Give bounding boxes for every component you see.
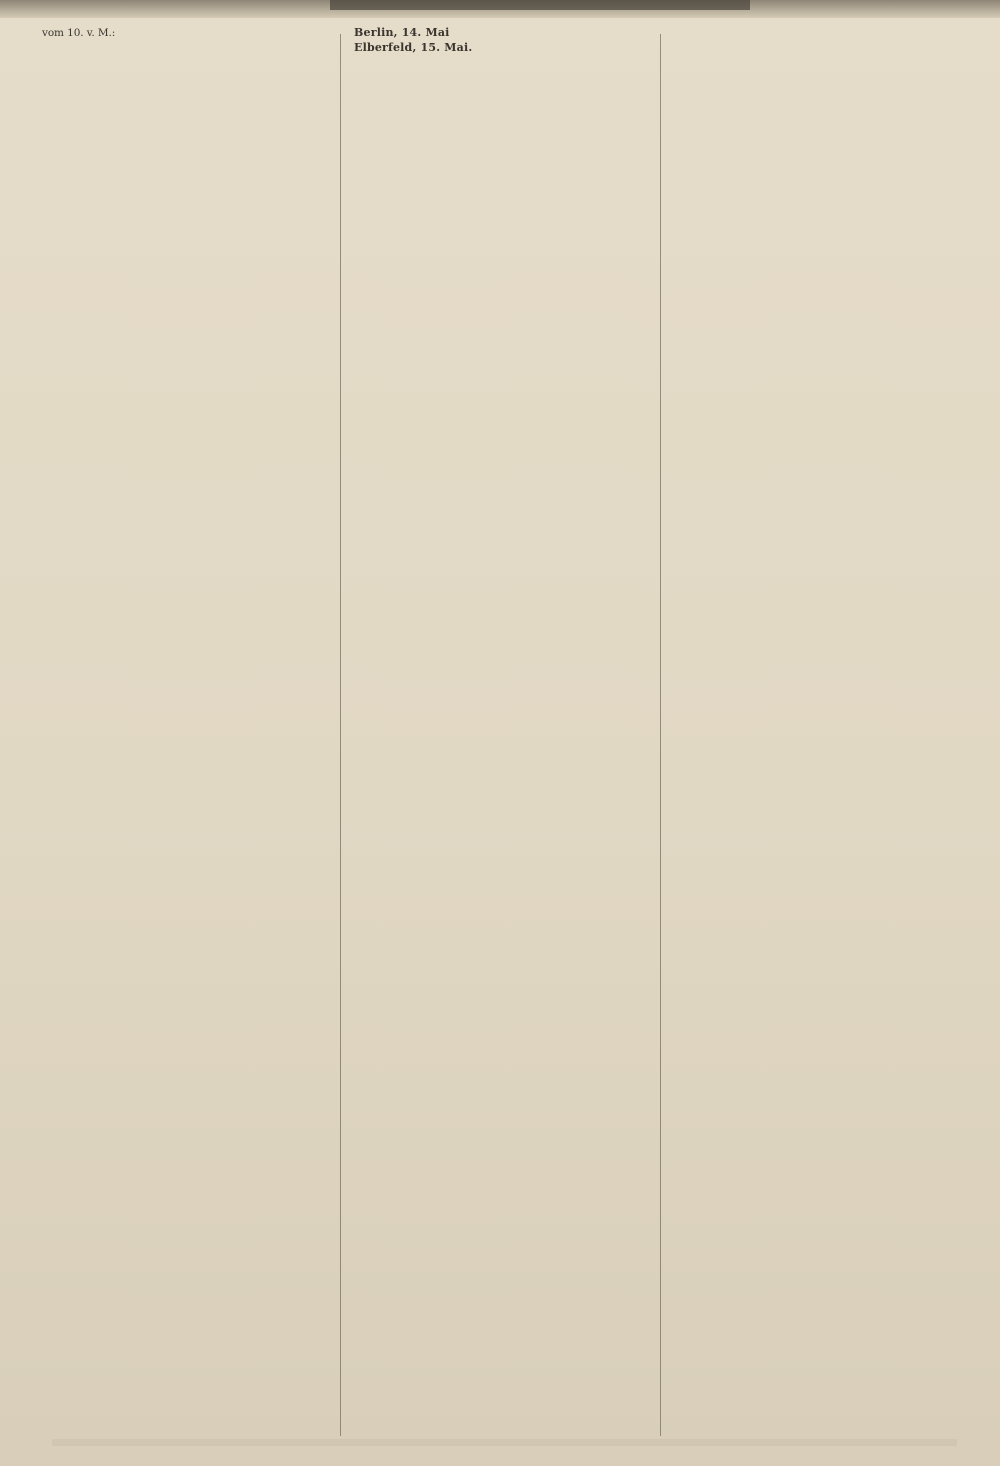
left-column-text [34, 26, 338, 40]
middle-column [344, 26, 658, 1438]
elberfeld-report [344, 41, 658, 55]
middle-column-text [344, 26, 658, 55]
berlin-dateline: Berlin, 14. Mai [354, 26, 450, 39]
decree-reference-text: vom 10. v. M.: [42, 27, 116, 39]
decree-reference [34, 26, 338, 40]
right-column [664, 26, 985, 1438]
left-column [34, 26, 338, 1438]
page-bottom-edge [52, 1439, 957, 1446]
berlin-report [344, 26, 658, 40]
elberfeld-dateline: Elberfeld, 15. Mai. [354, 41, 473, 55]
top-binding-strip [0, 0, 1000, 18]
column-divider-left [340, 34, 341, 1436]
column-divider-right [660, 34, 661, 1436]
